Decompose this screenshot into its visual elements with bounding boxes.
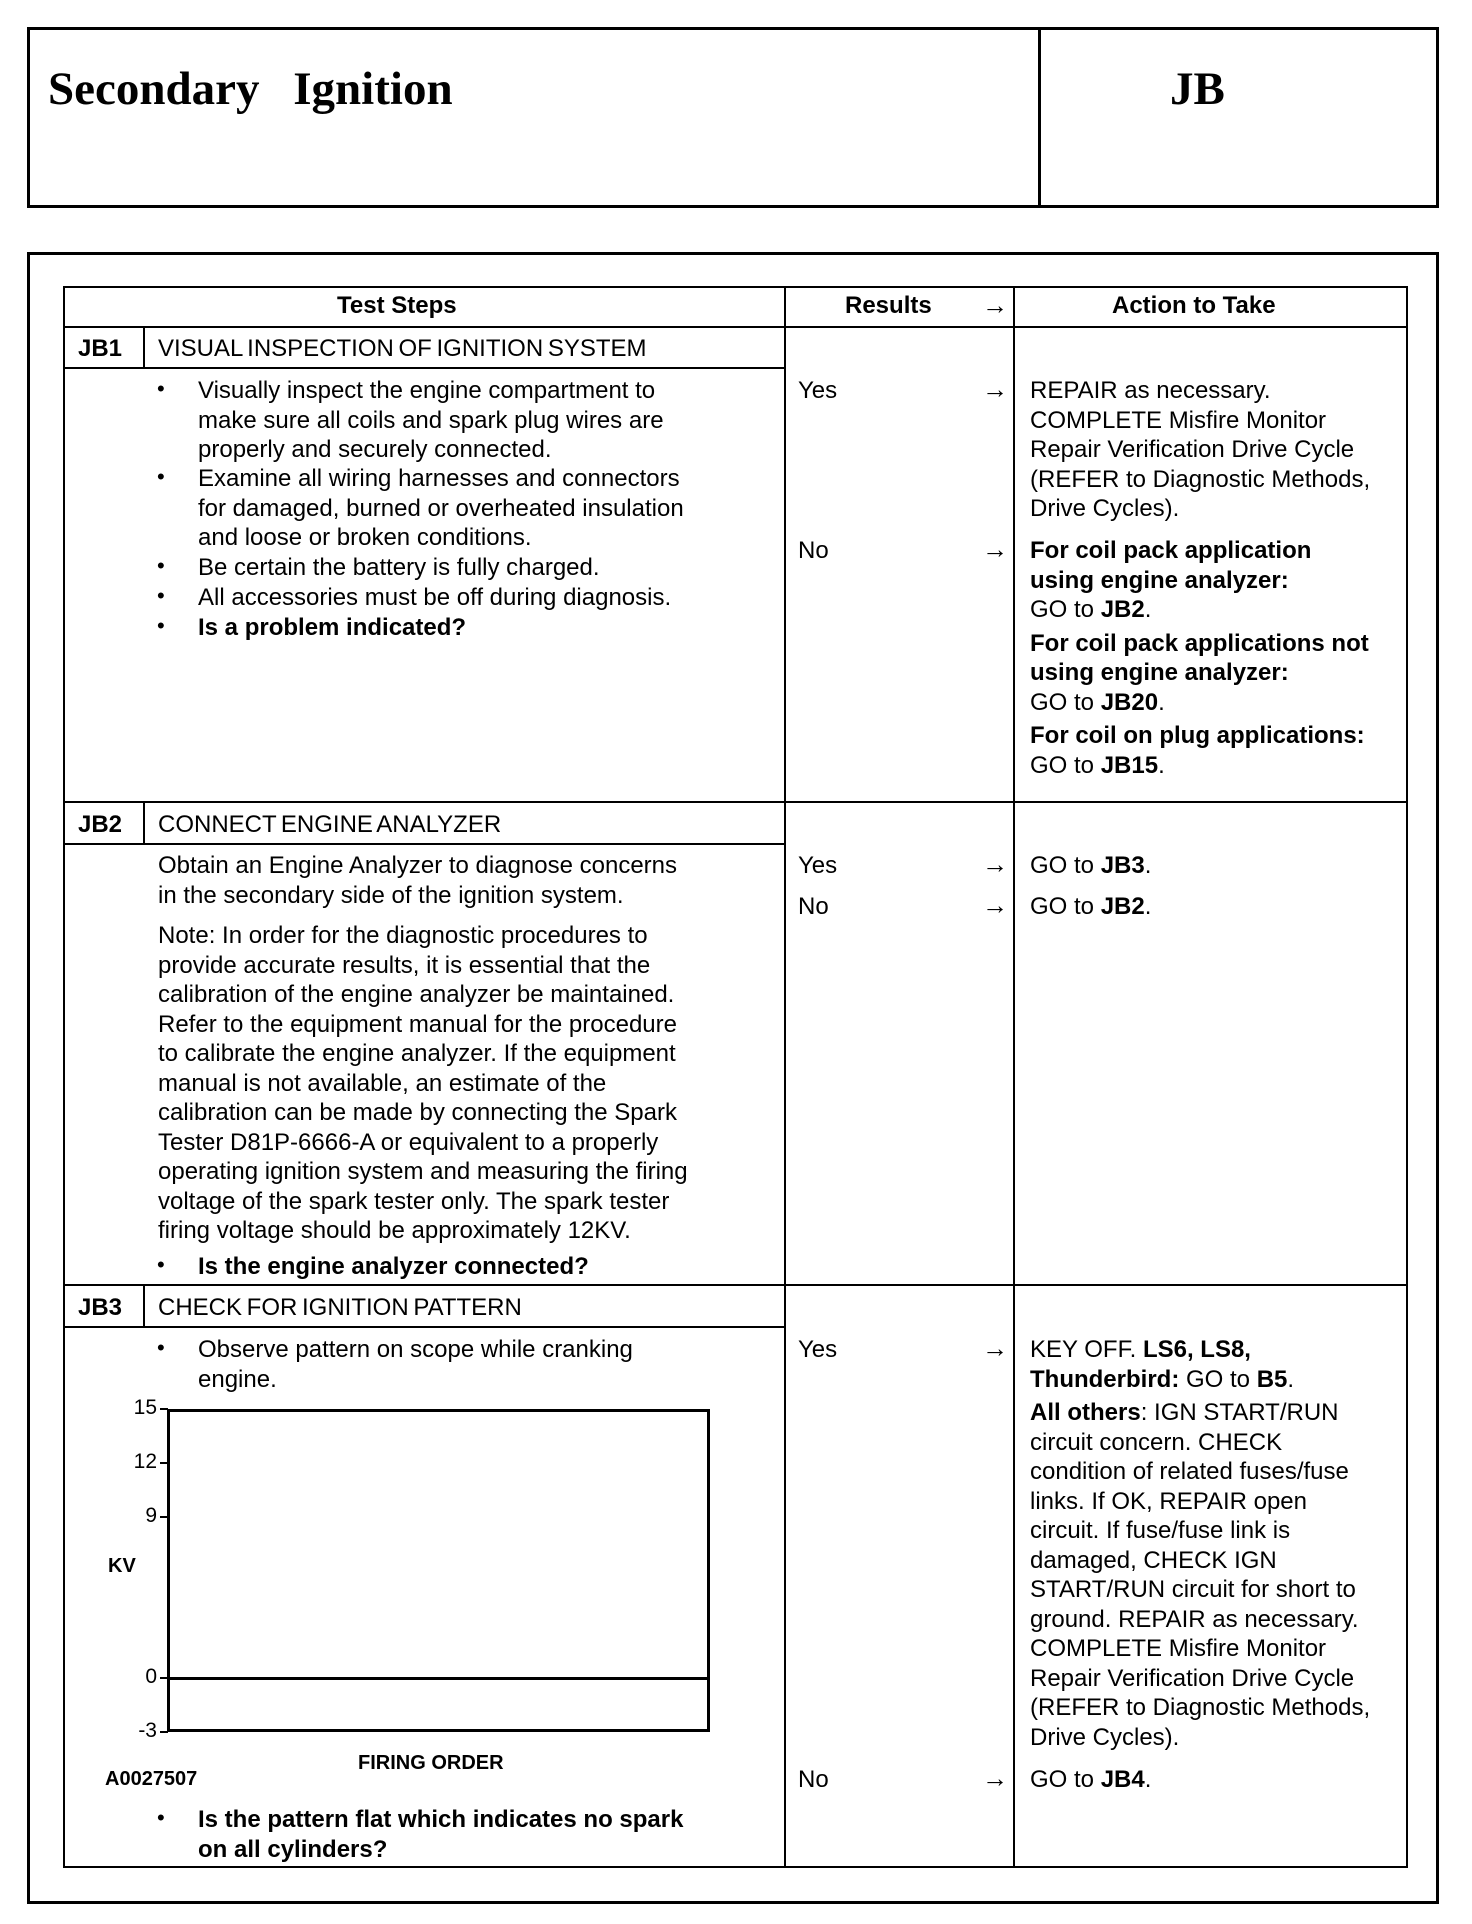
arrow-icon: → xyxy=(982,849,1008,879)
row-separator-jb2 xyxy=(63,801,1408,803)
bullet-icon: • xyxy=(157,553,165,578)
header-test-steps: Test Steps xyxy=(337,292,457,319)
header-divider xyxy=(1038,30,1041,205)
jb1-result-yes: Yes xyxy=(798,377,838,404)
bullet-icon: • xyxy=(157,1252,165,1277)
y-tick-mark xyxy=(160,1462,168,1464)
jb1-title: VISUAL INSPECTION OF IGNITION SYSTEM xyxy=(158,335,647,362)
figure-id: A0027507 xyxy=(105,1768,198,1790)
table-border-bottom xyxy=(63,1866,1408,1868)
jb1-no-action: For coil pack application using engine analyzer: GO to JB2. For coil pack applications not using engine analyzer: GO to JB20. For coil on plug applications: GO to JB15. xyxy=(1030,537,1369,779)
y-tick-label: 15 xyxy=(133,1396,157,1419)
jb2-result-no: No xyxy=(798,893,829,920)
y-tick-mark xyxy=(160,1516,168,1518)
jb2-intro: Obtain an Engine Analyzer to diagnose concerns in the secondary side of the ignition system. xyxy=(158,852,678,909)
table-border-right xyxy=(1406,286,1408,1868)
jb1-title-underline xyxy=(63,367,786,369)
jb3-title: CHECK FOR IGNITION PATTERN xyxy=(158,1294,522,1321)
y-axis-label: KV xyxy=(108,1555,136,1577)
bullet-icon: • xyxy=(157,613,165,638)
jb2-result-yes: Yes xyxy=(798,852,838,879)
y-tick-label: 12 xyxy=(133,1449,157,1473)
page-title: Secondary Ignition xyxy=(48,63,453,115)
jb1-yes-action: REPAIR as necessary. COMPLETE Misfire Monitor Repair Verification Drive Cycle (REFER to Diagnostic Methods, Drive Cycles). xyxy=(1030,377,1371,522)
header-results: Results xyxy=(845,292,932,319)
jb2-note: Note: In order for the diagnostic procedures to provide accurate results, it is essential that the calibration of the engine analyzer be maintained. Refer to the equipment manual for the procedure to calibrate the engine analyzer. If the equipment manual is not available, an estimate of the calibration can be made by connecting the Spark Tester D81P-6666-A or equivalent to a properly operating ignition system and measuring the firing voltage of the spark tester only. The spark tester firing voltage should be approximately 12KV. xyxy=(158,922,688,1244)
arrow-icon: → xyxy=(982,374,1008,404)
table-header-bottom xyxy=(63,326,1408,328)
y-tick-mark xyxy=(160,1408,168,1410)
y-tick-mark xyxy=(160,1731,168,1733)
jb1-question: Is a problem indicated? xyxy=(198,614,467,641)
jb2-title-underline xyxy=(63,843,786,845)
table-border-top xyxy=(63,286,1408,288)
jb2-id-divider xyxy=(143,803,145,844)
y-tick-label: 0 xyxy=(145,1665,157,1689)
bullet-icon: • xyxy=(157,376,165,401)
x-axis-label: FIRING ORDER xyxy=(358,1752,504,1774)
jb3-result-yes: Yes xyxy=(798,1336,838,1363)
jb1-bullet-2: Examine all wiring harnesses and connectors for damaged, burned or overheated insulation and loose or broken conditions. xyxy=(198,465,684,551)
section-code: JB xyxy=(1170,63,1225,115)
jb1-bullet-1: Visually inspect the engine compartment to make sure all coils and spark plug wires are properly and securely connected. xyxy=(198,377,664,463)
jb3-bullet: Observe pattern on scope while cranking engine. xyxy=(198,1336,633,1393)
bullet-icon: • xyxy=(157,1805,165,1830)
jb1-bullet-3: Be certain the battery is fully charged. xyxy=(198,554,600,581)
jb1-bullet-4: All accessories must be off during diagnosis. xyxy=(198,584,672,611)
row-separator-jb3 xyxy=(63,1284,1408,1286)
column-divider-action xyxy=(1013,286,1015,1868)
jb3-no-action: GO to JB4. xyxy=(1030,1766,1152,1793)
column-divider-results xyxy=(784,286,786,1868)
jb2-no-action: GO to JB2. xyxy=(1030,893,1152,920)
jb2-title: CONNECT ENGINE ANALYZER xyxy=(158,811,502,838)
jb3-question: Is the pattern flat which indicates no spark on all cylinders? xyxy=(198,1806,684,1863)
table-border-left xyxy=(63,286,65,1868)
chart-frame xyxy=(167,1409,710,1732)
arrow-icon: → xyxy=(982,1763,1008,1793)
bullet-icon: • xyxy=(157,464,165,489)
jb1-step-id: JB1 xyxy=(78,335,123,362)
arrow-icon: → xyxy=(982,534,1008,564)
y-tick-label: -3 xyxy=(138,1719,157,1742)
bullet-icon: • xyxy=(157,1335,165,1360)
jb3-id-divider xyxy=(143,1286,145,1327)
bullet-icon: • xyxy=(157,583,165,608)
jb3-result-no: No xyxy=(798,1766,829,1793)
header-arrow: → xyxy=(982,290,1008,320)
zero-kv-trace xyxy=(167,1677,710,1680)
jb3-title-underline xyxy=(63,1326,786,1328)
arrow-icon: → xyxy=(982,1333,1008,1363)
header-action: Action to Take xyxy=(1112,292,1276,319)
jb1-result-no: No xyxy=(798,537,829,564)
arrow-icon: → xyxy=(982,890,1008,920)
jb3-yes-action: KEY OFF. LS6, LS8, Thunderbird: GO to B5. All others: IGN START/RUN circuit concern. CHECK condition of related fuses/fuse links. If OK, REPAIR open circuit. If fuse/fuse link is damaged, CHECK IGN START/RUN circuit for short to ground. REPAIR as necessary. COMPLETE Misfire Monitor Repair Verification Drive Cycle (REFER to Diagnostic Methods, Drive Cycles). xyxy=(1030,1336,1371,1751)
y-tick-label: 9 xyxy=(145,1503,157,1527)
jb2-question: Is the engine analyzer connected? xyxy=(198,1253,589,1280)
jb1-id-divider xyxy=(143,327,145,368)
jb2-yes-action: GO to JB3. xyxy=(1030,852,1152,879)
jb3-step-id: JB3 xyxy=(78,1294,123,1321)
jb2-step-id: JB2 xyxy=(78,811,123,838)
header-box xyxy=(27,27,1439,208)
